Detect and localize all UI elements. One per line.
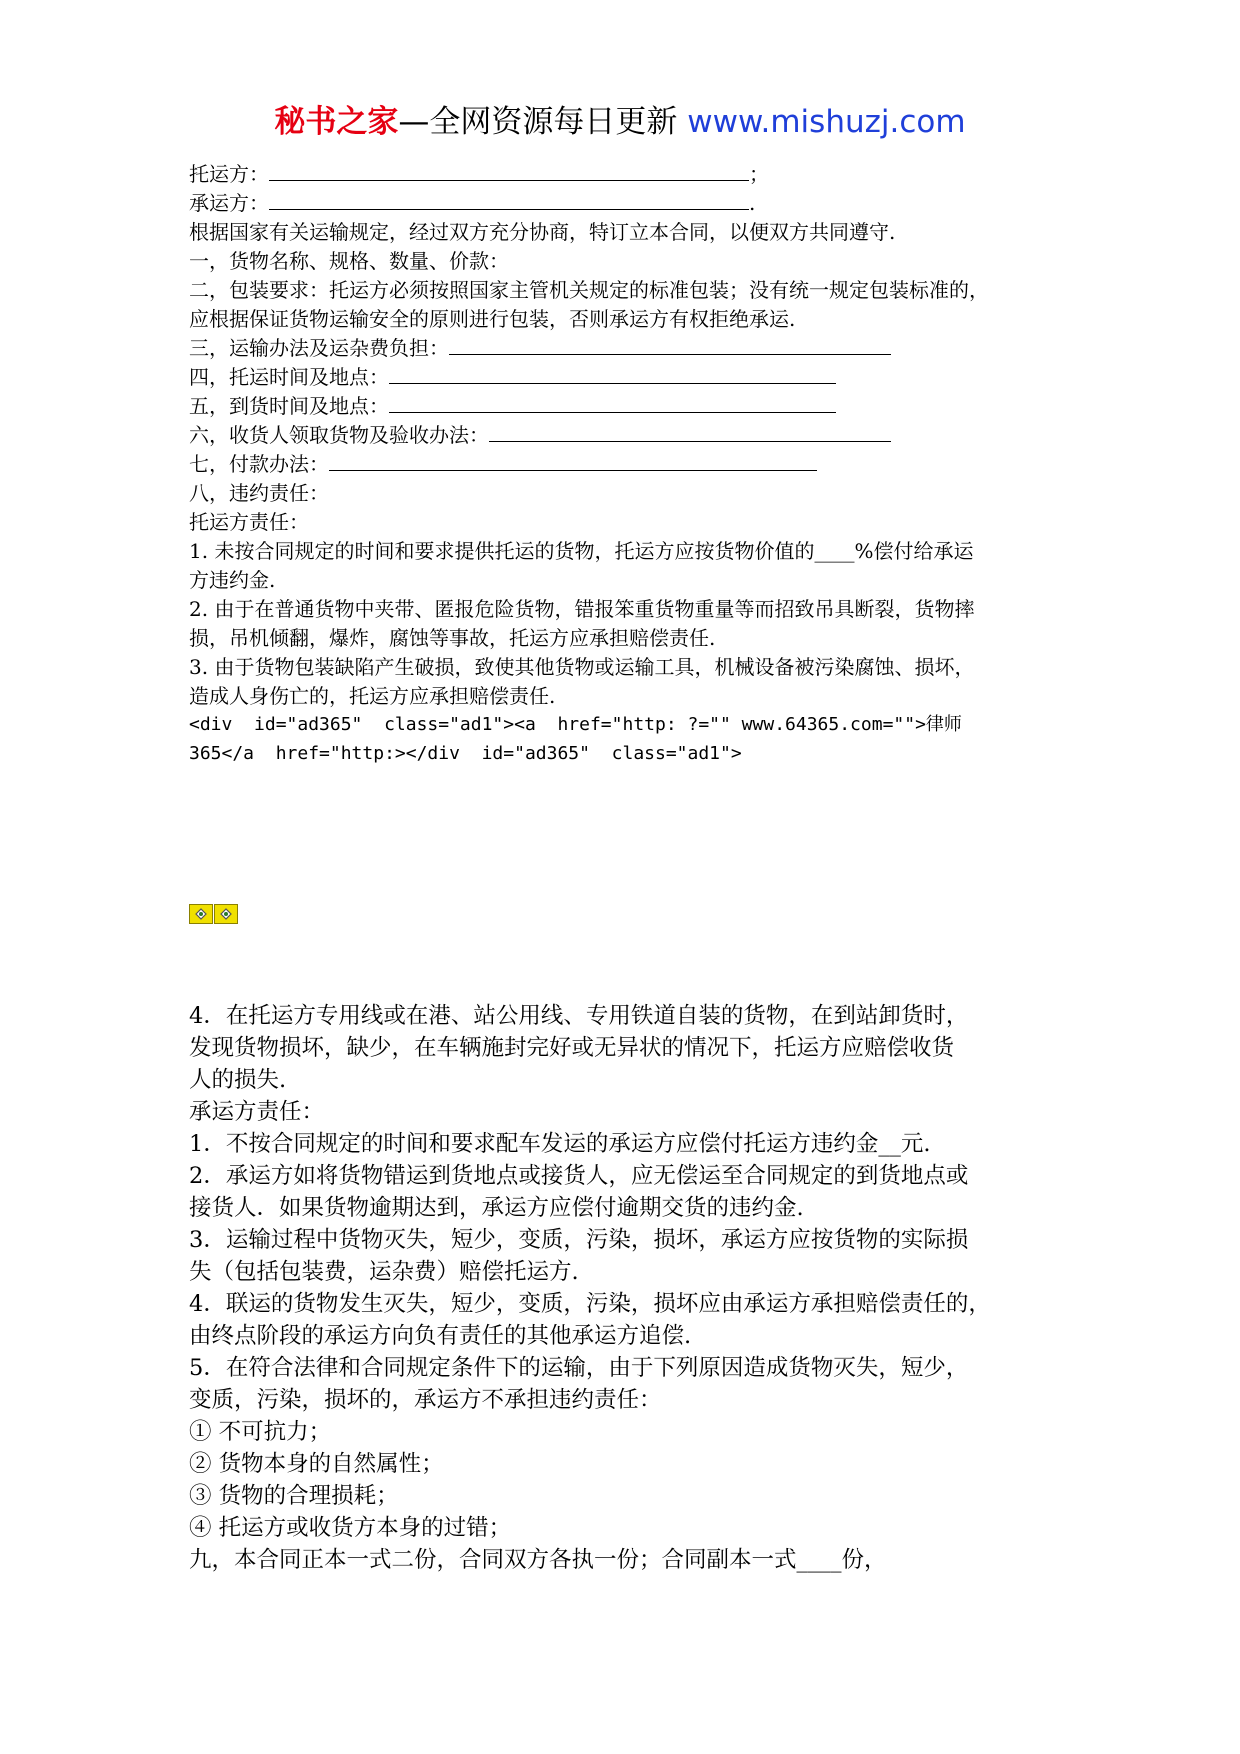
paragraph-line: 九，本合同正本一式二份，合同双方各执一份；合同副本一式____份， xyxy=(189,1547,887,1573)
line-text: 五，到货时间及地点： xyxy=(189,394,389,418)
paragraph-line: 2. 由于在普通货物中夹带、匿报危险货物，错报笨重货物重量等而招致吊具断裂，货物摔 xyxy=(189,597,975,621)
line-punct: . xyxy=(749,191,756,215)
paragraph-line: 3．运输过程中货物灭失，短少，变质，污染，损坏，承运方应按货物的实际损 xyxy=(189,1227,969,1253)
section-heading: 承运方责任： xyxy=(189,1099,325,1125)
clause-line xyxy=(189,421,891,449)
fill-blank xyxy=(389,365,836,384)
paragraph-line: 2．承运方如将货物错运到货地点或接货人，应无偿运至合同规定的到货地点或 xyxy=(189,1163,969,1189)
site-url[interactable]: www.mishuzj.com xyxy=(687,104,966,140)
paragraph-line: 造成人身伤亡的，托运方应承担赔偿责任. xyxy=(189,684,556,708)
paragraph-line: 方违约金. xyxy=(189,568,276,592)
paragraph-line: 变质，污染，损坏的，承运方不承担违约责任： xyxy=(189,1387,662,1413)
paragraph-line: 根据国家有关运输规定，经过双方充分协商，特订立本合同，以便双方共同遵守. xyxy=(189,220,896,244)
paragraph-line: 1. 未按合同规定的时间和要求提供托运的货物，托运方应按货物价值的____%偿付给承运 xyxy=(189,539,974,563)
line-punct: ； xyxy=(749,162,769,186)
list-item: ③ 货物的合理损耗； xyxy=(189,1483,399,1509)
paragraph-line: 由终点阶段的承运方向负有责任的其他承运方追偿. xyxy=(189,1323,692,1349)
clause-line xyxy=(189,363,836,391)
fill-blank xyxy=(389,394,836,413)
fill-blank xyxy=(489,423,891,442)
brand-name: 秘书之家 xyxy=(274,104,399,140)
shipper-line xyxy=(189,160,769,188)
line-text: 七，付款办法： xyxy=(189,452,329,476)
paragraph-line: 二，包装要求：托运方必须按照国家主管机关规定的标准包装；没有统一规定包装标准的， xyxy=(189,278,989,302)
clause-line xyxy=(189,334,891,362)
paragraph-line: 接货人．如果货物逾期达到，承运方应偿付逾期交货的违约金. xyxy=(189,1195,804,1221)
clause-line xyxy=(189,450,817,478)
list-item: ② 货物本身的自然属性； xyxy=(189,1451,444,1477)
clause-line xyxy=(189,392,836,420)
section-heading: 托运方责任： xyxy=(189,510,309,534)
line-text: 三，运输办法及运杂费负担： xyxy=(189,336,449,360)
paragraph-line: 4．联运的货物发生灭失，短少，变质，污染，损坏应由承运方承担赔偿责任的， xyxy=(189,1291,991,1317)
broken-image-icon xyxy=(189,904,213,924)
list-item: ④ 托运方或收货方本身的过错； xyxy=(189,1515,512,1541)
paragraph-line: 1．不按合同规定的时间和要求配车发运的承运方应偿付托运方违约金__元. xyxy=(189,1131,931,1157)
fill-blank xyxy=(269,191,749,210)
clause-heading: 八，违约责任： xyxy=(189,481,329,505)
line-text: 六，收货人领取货物及验收办法： xyxy=(189,423,489,447)
line-text: 四，托运时间及地点： xyxy=(189,365,389,389)
paragraph-line: 失（包括包装费，运杂费）赔偿托运方. xyxy=(189,1259,579,1285)
fill-blank xyxy=(329,452,817,471)
clause-heading: 一，货物名称、规格、数量、价款： xyxy=(189,249,509,273)
list-item: ① 不可抗力； xyxy=(189,1419,332,1445)
broken-image-icon xyxy=(214,904,238,924)
paragraph-line: 人的损失. xyxy=(189,1067,287,1093)
paragraph-line: 5．在符合法律和合同规定条件下的运输，由于下列原因造成货物灭失，短少， xyxy=(189,1355,969,1381)
paragraph-line: 应根据保证货物运输安全的原则进行包装，否则承运方有权拒绝承运. xyxy=(189,307,796,331)
paragraph-line: 损，吊机倾翻，爆炸，腐蚀等事故，托运方应承担赔偿责任. xyxy=(189,626,716,650)
fill-blank xyxy=(269,162,749,181)
paragraph-line: 3. 由于货物包装缺陷产生破损，致使其他货物或运输工具，机械设备被污染腐蚀、损坏， xyxy=(189,655,975,679)
fill-blank xyxy=(449,336,891,355)
paragraph-line: 发现货物损坏，缺少，在车辆施封完好或无异状的情况下，托运方应赔偿收货 xyxy=(189,1035,955,1061)
stray-html-code: <div id="ad365" class="ad1"><a href="http: ?="" www.64365.com="">律师 xyxy=(189,714,962,735)
site-header xyxy=(0,100,1240,144)
carrier-line xyxy=(189,189,755,217)
slogan: —全网资源每日更新 xyxy=(398,104,678,140)
line-text: 承运方： xyxy=(189,191,269,215)
stray-html-code: 365</a href="http:></div id="ad365" class="ad1"> xyxy=(189,743,742,764)
paragraph-line: 4．在托运方专用线或在港、站公用线、专用铁道自装的货物，在到站卸货时， xyxy=(189,1003,969,1029)
line-text: 托运方： xyxy=(189,162,269,186)
